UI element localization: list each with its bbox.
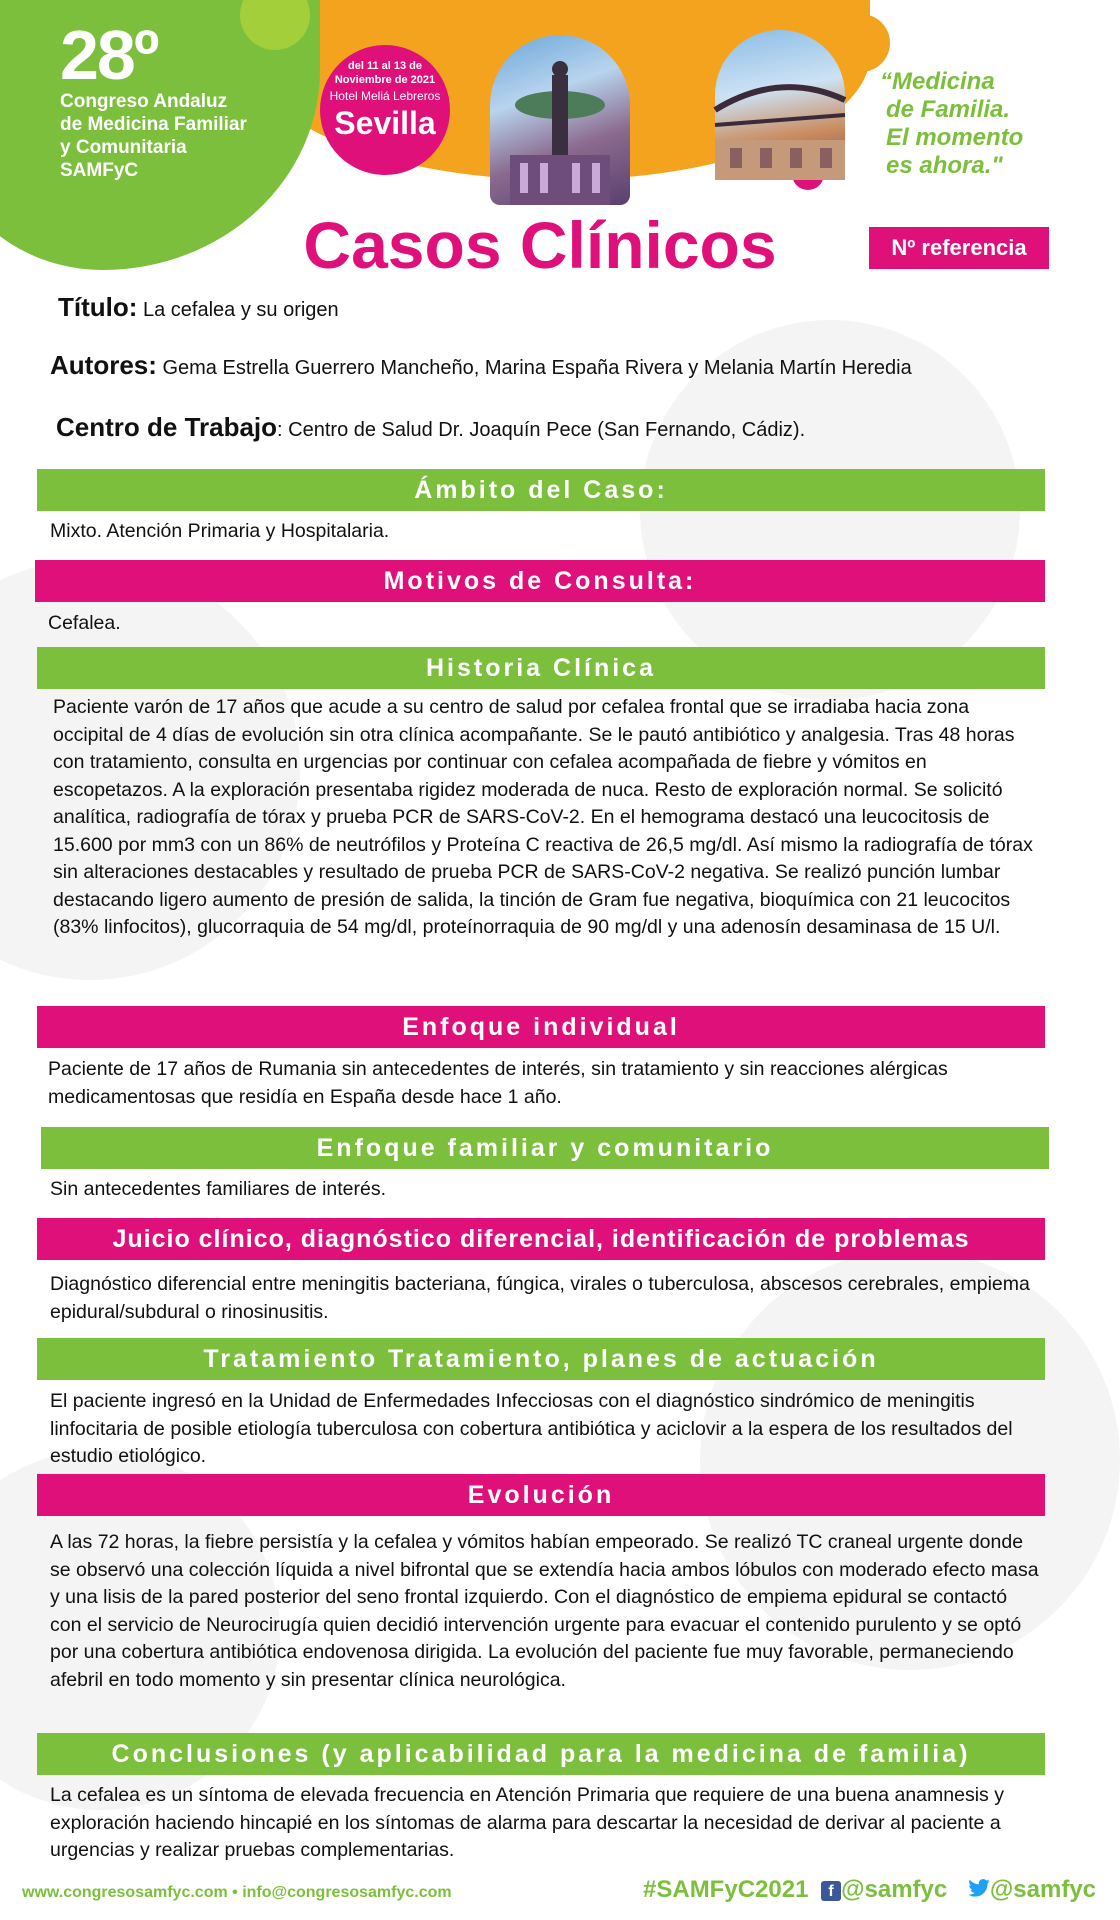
footer-contact[interactable]: www.congresosamfyc.com • info@congresosamfyc.com [22,1884,452,1901]
slogan-line-2: de Familia. [886,96,1011,123]
footer-social [643,1876,1096,1904]
twitter-icon[interactable] [968,1879,990,1903]
congress-number: 28º [60,16,158,94]
section-header-enfoque-familiar: Enfoque familiar y comunitario [41,1127,1049,1169]
centro-row [56,412,805,443]
reference-badge: Nº referencia [869,227,1049,269]
titulo-label: Título: [58,292,138,322]
section-header-tratamiento: Tratamiento Tratamiento, planes de actuación [37,1338,1045,1380]
section-header-enfoque-individual: Enfoque individual [37,1006,1045,1048]
section-text-motivos: Cefalea. [48,612,121,634]
date-line-1: del 11 al 13 de [348,60,422,72]
section-text-juicio: Diagnóstico diferencial entre meningitis bacteriana, fúngica, virales o tuberculosa, abscesos cerebrales, empiema epidural/subdural o rinosinusitis. [50,1273,1030,1323]
autores-value: Gema Estrella Guerrero Mancheño, Marina España Rivera y Melania Martín Heredia [162,357,912,379]
bridge-icon [715,30,845,180]
section-header-ambito: Ámbito del Caso: [37,469,1045,511]
titulo-row [58,292,339,323]
centro-value: : Centro de Salud Dr. Joaquín Pece (San Fernando, Cádiz). [277,419,806,441]
section-text-ambito: Mixto. Atención Primaria y Hospitalaria. [50,520,390,542]
section-text-evolucion: A las 72 horas, la fiebre persistía y la cefalea y vómitos habían empeorado. Se realizó TC craneal urgente donde se observó una colección líquida a nivel bifrontal que se extendía hacia ambos lóbulos con moderado efecto masa y una lisis de la pared posterior del seno frontal izquierdo. Con el diagnóstico de empiema epidural se contactó con el servicio de Neurocirugía quien decidió intervención urgente para evacuar el contenido purulento y se optó por una cobertura antibiótica endovenosa dirigida. La evolución del paciente fue muy favorable, permaneciendo afebril en todo momento y sin presentar clínica neurológica. [50,1531,1039,1691]
city: Sevilla [334,105,436,141]
date-badge [320,45,450,175]
section-text-enfoque-individual: Paciente de 17 años de Rumania sin antecedentes de interés, sin tratamiento y sin reacciones alérgicas medicamentosas que residía en España desde hace 1 año. [48,1058,948,1108]
facebook-handle[interactable]: @samfyc [841,1876,948,1903]
slogan [880,68,1023,180]
section-header-evolucion: Evolución [37,1474,1045,1516]
section-header-juicio: Juicio clínico, diagnóstico diferencial, identificación de problemas [37,1218,1045,1260]
centro-label: Centro de Trabajo [56,412,278,442]
slogan-line-4: es ahora." [886,152,1003,179]
congress-line-4: SAMFyC [60,160,139,181]
hashtag[interactable]: #SAMFyC2021 [643,1876,809,1903]
venue: Hotel Meliá Lebreros [329,89,441,103]
section-header-conclusiones: Conclusiones (y aplicabilidad para la medicina de familia) [37,1733,1045,1775]
autores-row [50,350,912,381]
seville-statue-photo [490,35,630,205]
section-header-motivos: Motivos de Consulta: [35,560,1045,602]
congress-line-3: y Comunitaria [60,137,187,158]
page-title: Casos Clínicos [303,208,777,282]
section-header-historia: Historia Clínica [37,647,1045,689]
autores-label: Autores: [50,350,157,380]
date-line-2: Noviembre de 2021 [334,74,436,86]
slogan-line-1: “Medicina [880,68,995,95]
section-text-tratamiento: El paciente ingresó en la Unidad de Enfermedades Infecciosas con el diagnóstico sindrómico de meningitis linfocitaria de posible etiología tuberculosa con cobertura antibiótica y aciclovir a la espera de los resultados del estudio etiológico. [50,1390,1013,1467]
titulo-value: La cefalea y su origen [142,299,339,321]
seville-bridge-photo [715,30,845,180]
statue-icon [490,35,630,205]
section-text-enfoque-familiar: Sin antecedentes familiares de interés. [50,1178,387,1200]
section-text-conclusiones: La cefalea es un síntoma de elevada frecuencia en Atención Primaria que requiere de una buena anamnesis y exploración haciendo hincapié en los síntomas de alarma para descartar la necesidad de derivar al paciente a urgencias y realizar pruebas complementarias. [50,1784,1004,1861]
congress-line-2: de Medicina Familiar [60,114,247,135]
facebook-icon[interactable]: f [821,1881,841,1901]
slogan-line-3: El momento [886,124,1024,151]
twitter-bird-icon [968,1879,990,1897]
twitter-handle[interactable]: @samfyc [989,1876,1097,1903]
section-text-historia: Paciente varón de 17 años que acude a su centro de salud por cefalea frontal que se irradiaba hacia zona occipital de 4 días de evolución sin otra clínica acompañante. Se le pautó antibiótico y analgesia. Tras 48 horas con tratamiento, consulta en urgencias por continuar con cefalea acompañada de fiebre y vómitos en escopetazos. A la exploración presentaba rigidez moderada de nuca. Resto de exploración normal. Se solicitó analítica, radiografía de tórax y prueba PCR de SARS-CoV-2. En el hemograma destacó una leucocitosis de 15.600 por mm3 con un 86% de neutrófilos y Proteína C reactiva de 26,5 mg/dl. Así mismo la radiografía de tórax sin alteraciones destacables y resultado de prueba PCR de SARS-CoV-2 negativa. Se realizó punción lumbar destacando ligero aumento de presión de salida, la tinción de Gram fue negativa, bioquímica con 21 leucocitos (83% linfocitos), glucorraquia de 54 mg/dl, proteínorraquia de 90 mg/dl y una adenosín desaminasa de 15 U/l. [53,696,1033,938]
congress-line-1: Congreso Andaluz [60,91,228,112]
congress-logo [60,16,247,182]
